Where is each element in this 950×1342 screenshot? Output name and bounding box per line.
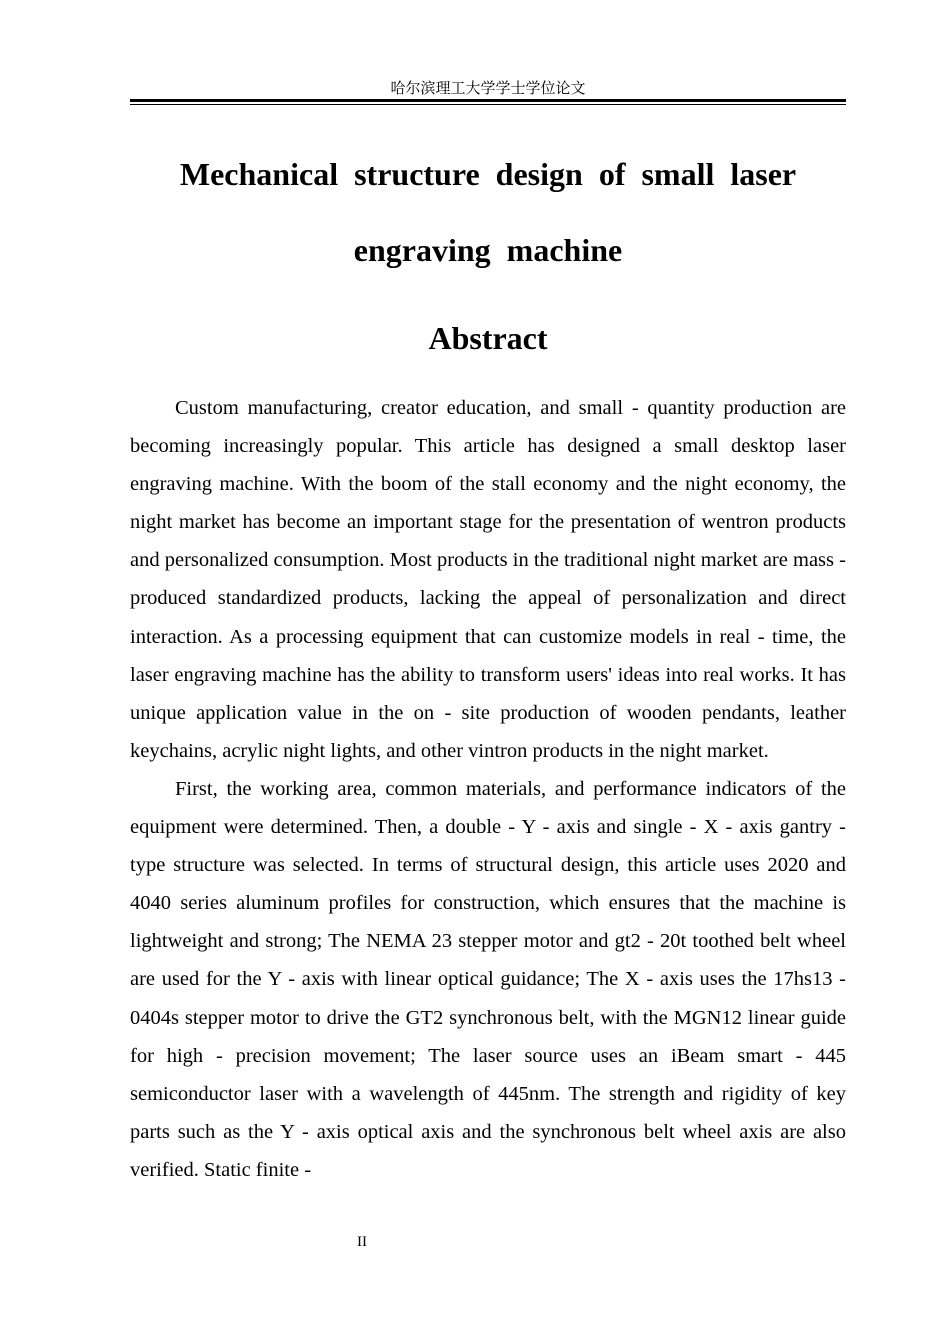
abstract-heading: Abstract bbox=[428, 320, 548, 356]
thesis-title: Mechanical structure design of small laser engraving machine bbox=[179, 156, 797, 268]
abstract-body bbox=[130, 389, 846, 1189]
abstract-paragraph-2: First, the working area, common materials, and performance indicators of the equipment were determined. Then, a double - Y - axis and single - X - axis gantry - type structure was selected. In terms of structural design, this article uses 2020 and 4040 series aluminum profiles for construction, which ensures that the machine is lightweight and strong; The NEMA 23 stepper motor and gt2 - 20t toothed belt wheel are used for the Y - axis with linear optical guidance; The X - axis uses the 17hs13 - 0404s stepper motor to drive the GT2 synchronous belt, with the MGN12 linear guide for high - precision movement; The laser source uses an iBeam smart - 445 semiconductor laser with a wavelength of 445nm. The strength and rigidity of key parts such as the Y - axis optical axis and the synchronous belt wheel axis are also verified. Static finite - bbox=[130, 777, 846, 1181]
header-rule-thin bbox=[130, 104, 846, 105]
header-rule-thick bbox=[130, 99, 846, 102]
running-header: 哈尔滨理工大学学士学位论文 bbox=[390, 79, 586, 97]
abstract-paragraph-1: Custom manufacturing, creator education, and small - quantity production are becoming increasingly popular. This article has designed a small desktop laser engraving machine. With the boom of the stall economy and the night economy, the night market has become an important stage for the presentation of wentron products and personalized consumption. Most products in the traditional night market are mass - produced standardized products, lacking the appeal of personalization and direct interaction. As a processing equipment that can customize models in real - time, the laser engraving machine has the ability to transform users' ideas into real works. It has unique application value in the on - site production of wooden pendants, leather keychains, acrylic night lights, and other vintron products in the night market. bbox=[130, 397, 846, 762]
page-number: II bbox=[357, 1234, 367, 1250]
